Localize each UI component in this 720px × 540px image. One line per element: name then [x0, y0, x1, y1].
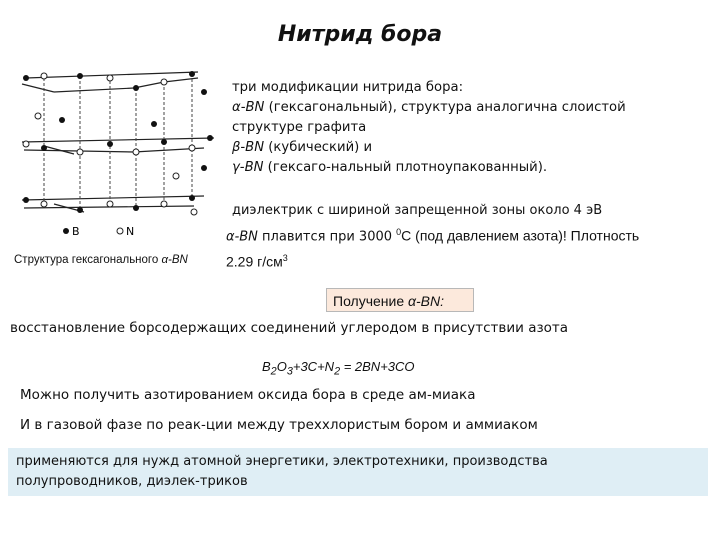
nitrogen-atom-legend-icon — [117, 228, 123, 234]
production-heading-box: Получение α-BN: — [326, 288, 474, 312]
hexagonal-bn-structure-diagram — [14, 64, 220, 240]
production-method-1: восстановление борсодержащих соединений углеродом в присутствии азота — [10, 320, 569, 336]
applications-box: применяются для нужд атомной энергетики, электротехники, производства полупроводников, диэлек-триков — [8, 448, 708, 496]
legend-b-label: B — [72, 225, 80, 238]
production-method-3: И в газовой фазе по реак-ции между треххлористым бором и аммиаком — [20, 417, 538, 433]
legend-n-label: N — [126, 225, 135, 238]
figure-caption: Структура гексагонального α-BN — [14, 254, 188, 266]
modifications-paragraph: три модификации нитрида бора: α-BN (гексагональный), структура аналогична слоистой структуре графита β-BN (кубический) и γ-BN (гексаго-нальный плотноупакованный). — [232, 80, 626, 175]
production-method-2: Можно получить азотированием оксида бора в среде ам-миака — [20, 387, 476, 403]
page-title: Нитрид бора — [277, 22, 443, 47]
reaction-formula: $B_2O_3+3C+N_2 = 2BN+3CO$ — [262, 359, 415, 378]
properties-paragraph: диэлектрик с шириной запрещенной зоны около 4 эВ α-BN плавится при 3000 $^0$С (под давлением азота)! Плотность 2.29 $г/см^3$ — [226, 203, 640, 270]
boron-atom-legend-icon — [63, 228, 69, 234]
crystal-lattice-image — [14, 64, 220, 240]
